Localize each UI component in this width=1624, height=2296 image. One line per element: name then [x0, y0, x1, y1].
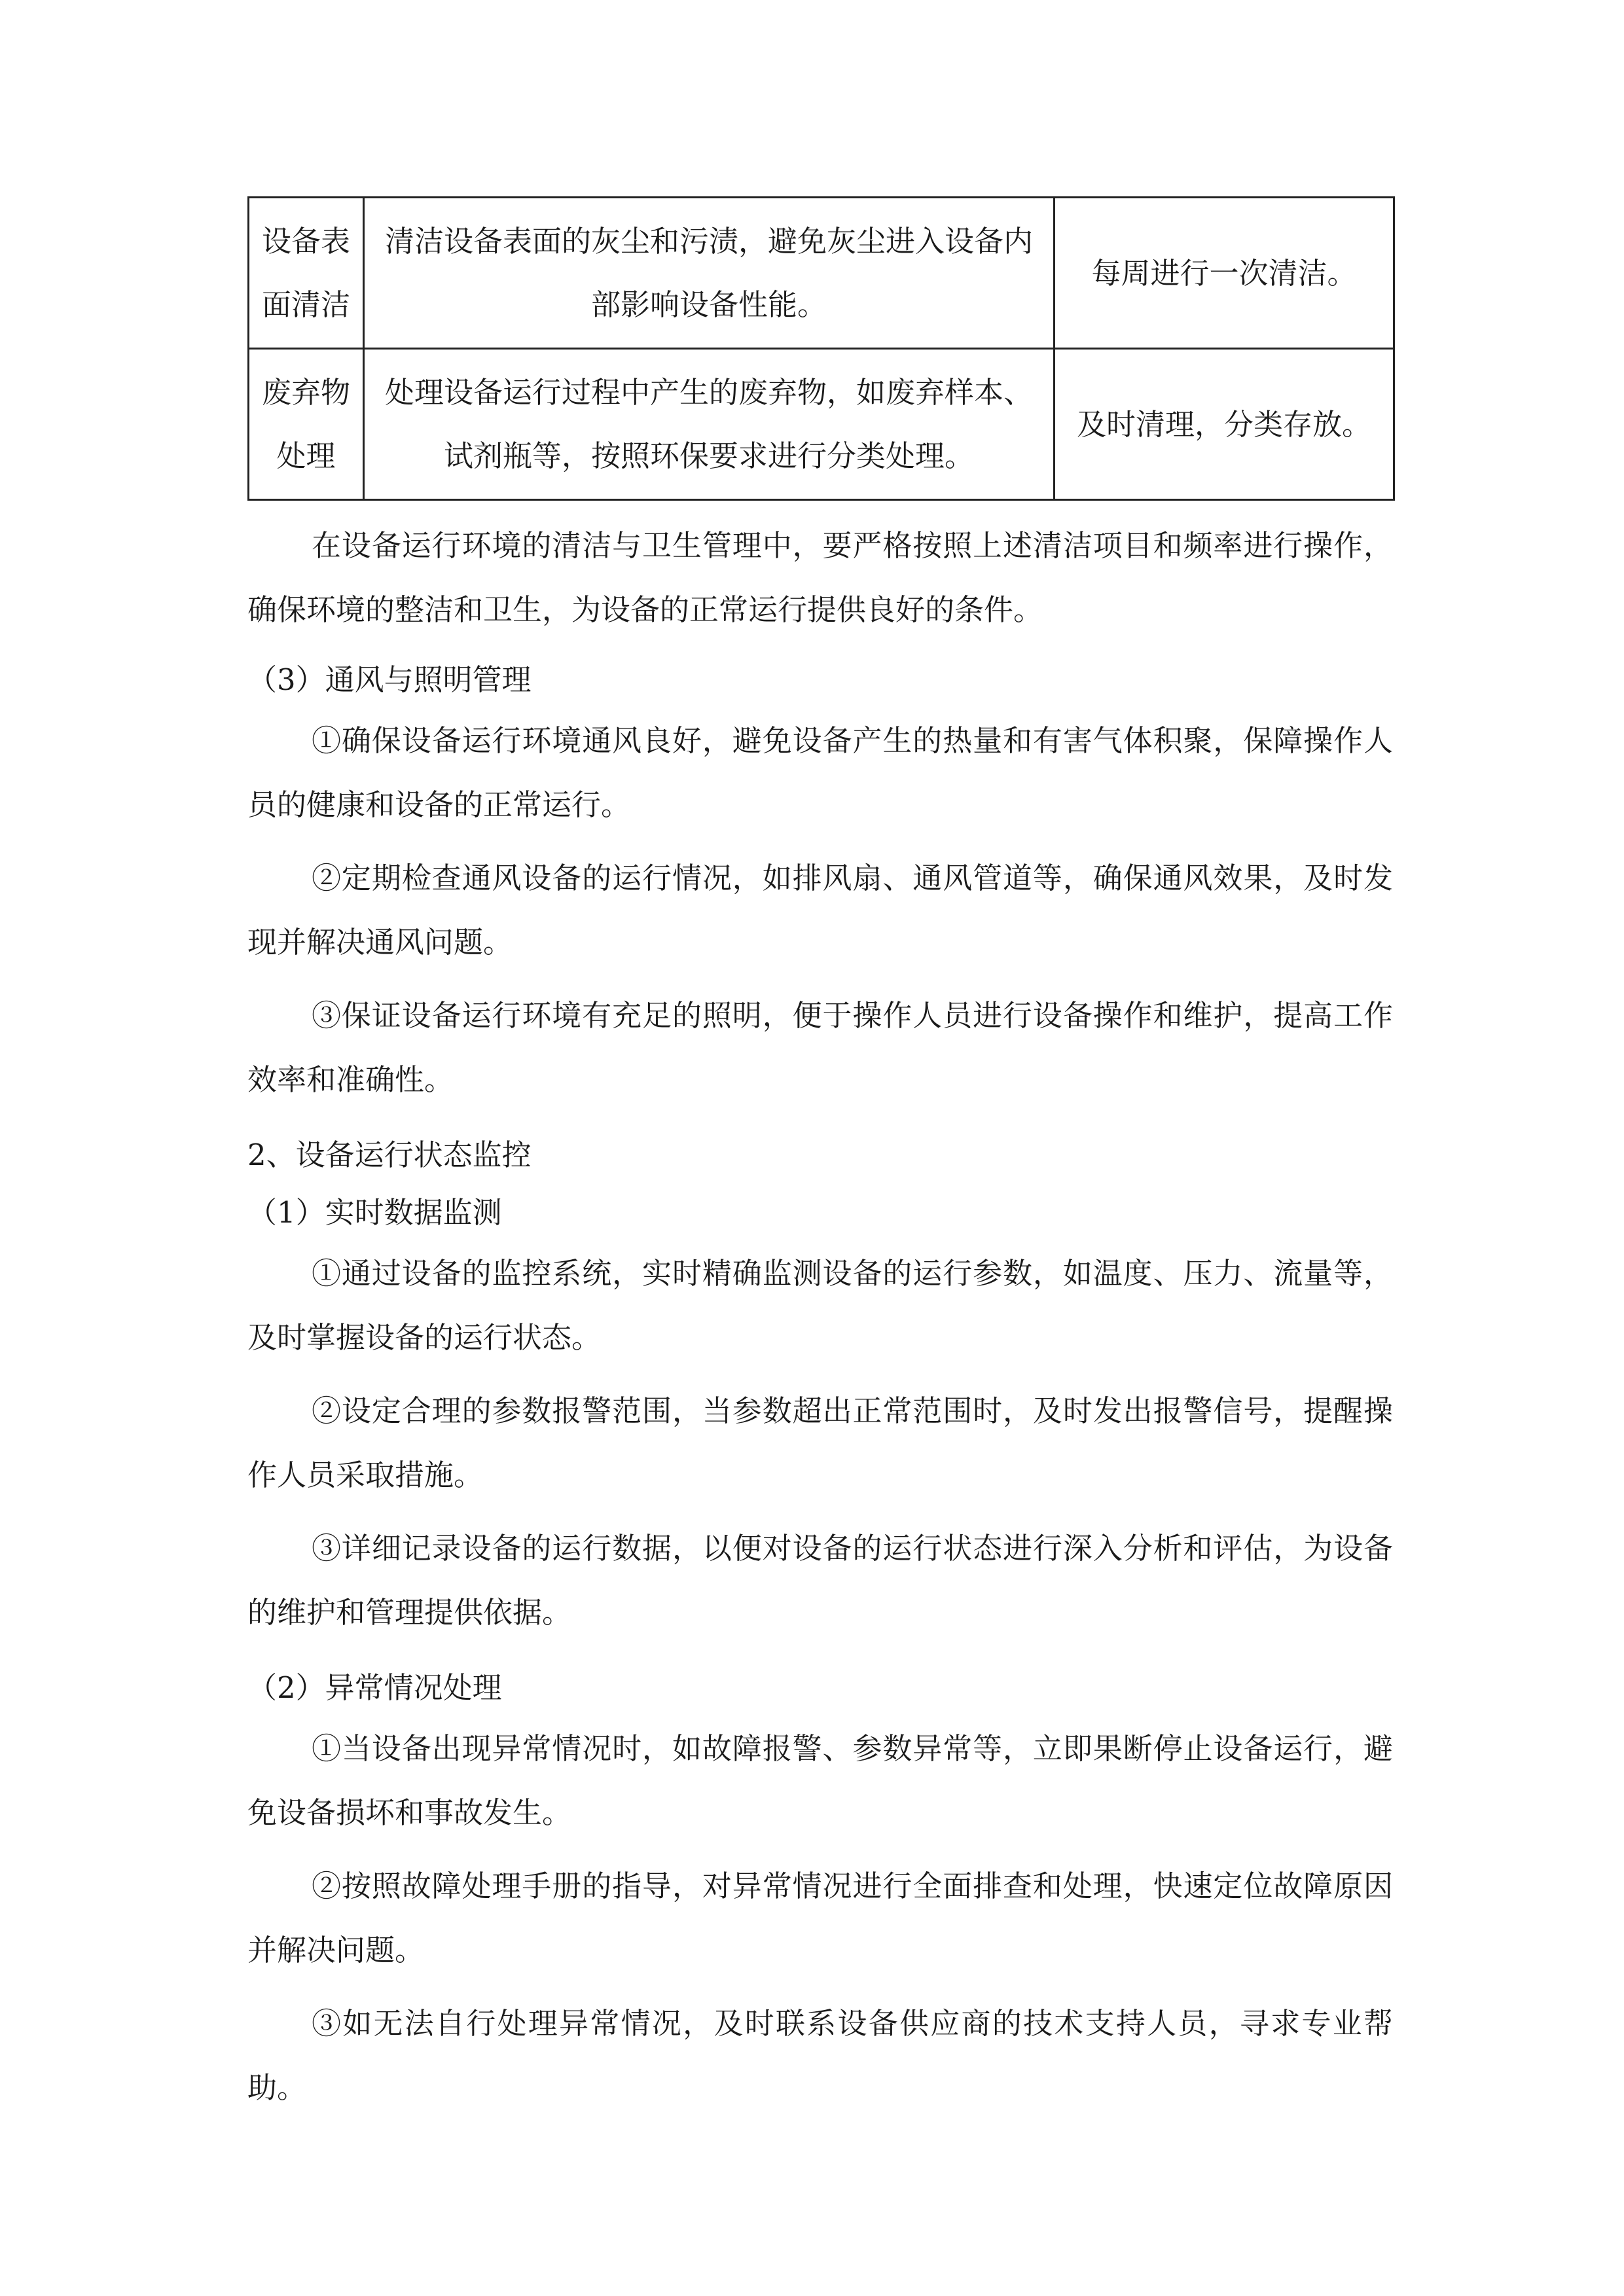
subsection-heading-abnormal: （2）异常情况处理: [247, 1670, 502, 1705]
cell-frequency-text: 每周进行一次清洁。: [1091, 255, 1357, 291]
table-row: [249, 349, 1394, 500]
cell-item: [249, 349, 364, 500]
section-heading-monitoring: 2、设备运行状态监控: [247, 1138, 532, 1172]
cell-item-text: 设备表面清洁: [261, 224, 350, 322]
abnormal-item-2: ②按照故障处理手册的指导，对异常情况进行全面排查和处理，快速定位故障原因并解决问题。: [247, 1869, 1393, 1967]
cell-frequency-text: 及时清理，分类存放。: [1076, 406, 1371, 442]
ventilation-item-3: ③保证设备运行环境有充足的照明，便于操作人员进行设备操作和维护，提高工作效率和准确性。: [247, 998, 1393, 1097]
cell-frequency: [1055, 198, 1394, 349]
cell-item: [249, 198, 364, 349]
abnormal-item-3: ③如无法自行处理异常情况，及时联系设备供应商的技术支持人员，寻求专业帮助。: [247, 2006, 1393, 2105]
document-page: [247, 196, 1393, 2120]
cell-content: [364, 198, 1055, 349]
cell-content: [364, 349, 1055, 500]
cell-frequency: [1055, 349, 1394, 500]
cell-content-text: 处理设备运行过程中产生的废弃物，如废弃样本、试剂瓶等，按照环保要求进行分类处理。: [384, 375, 1033, 473]
summary-paragraph: 在设备运行环境的清洁与卫生管理中，要严格按照上述清洁项目和频率进行操作，确保环境的整洁和卫生，为设备的正常运行提供良好的条件。: [247, 528, 1393, 627]
realtime-item-1: ①通过设备的监控系统，实时精确监测设备的运行参数，如温度、压力、流量等，及时掌握设备的运行状态。: [247, 1256, 1393, 1355]
abnormal-item-1: ①当设备出现异常情况时，如故障报警、参数异常等，立即果断停止设备运行，避免设备损坏和事故发生。: [247, 1731, 1393, 1830]
cell-item-text: 废弃物处理: [261, 375, 350, 473]
ventilation-item-1: ①确保设备运行环境通风良好，避免设备产生的热量和有害气体积聚，保障操作人员的健康和设备的正常运行。: [247, 723, 1393, 822]
subsection-heading-realtime: （1）实时数据监测: [247, 1195, 502, 1230]
cell-content-text: 清洁设备表面的灰尘和污渍，避免灰尘进入设备内部影响设备性能。: [384, 224, 1033, 322]
ventilation-item-2: ②定期检查通风设备的运行情况，如排风扇、通风管道等，确保通风效果，及时发现并解决通风问题。: [247, 861, 1393, 960]
cleaning-table: [247, 196, 1395, 501]
realtime-item-3: ③详细记录设备的运行数据，以便对设备的运行状态进行深入分析和评估，为设备的维护和管理提供依据。: [247, 1531, 1393, 1630]
table-row: [249, 198, 1394, 349]
section-heading-ventilation: （3）通风与照明管理: [247, 662, 532, 697]
realtime-item-2: ②设定合理的参数报警范围，当参数超出正常范围时，及时发出报警信号，提醒操作人员采取措施。: [247, 1393, 1393, 1492]
